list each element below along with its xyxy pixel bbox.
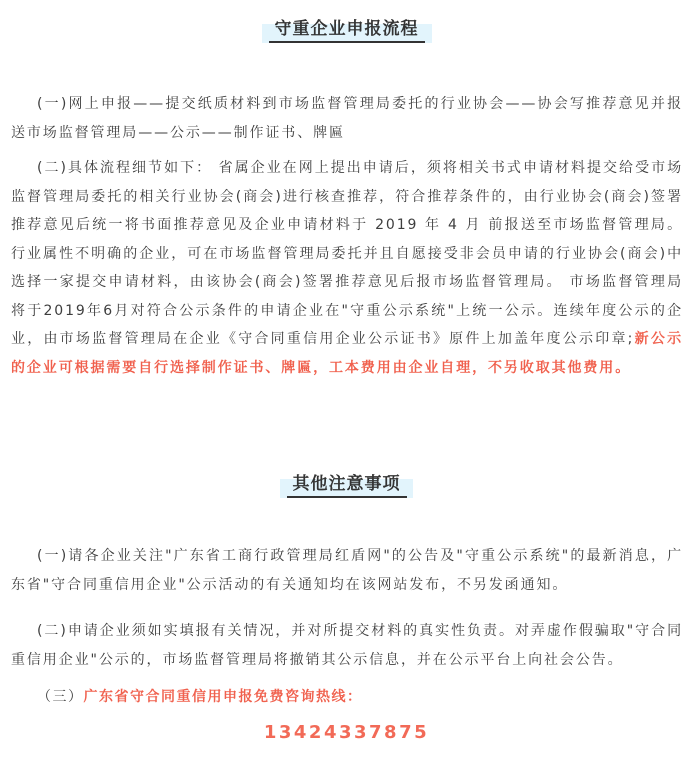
section-title-process: 守重企业申报流程: [269, 14, 425, 43]
notes-item-1-text: (一)请各企业关注"广东省工商行政管理局红盾网"的公告及"守重公示系统"的最新消息，广东省"守合同重信用企业"公示活动的有关通知均在该网站发布，不另发函通知。: [11, 548, 683, 593]
process-step-2-text: (二)具体流程细节如下： 省属企业在网上提出申请后，须将相关书式申请材料提交给受市场监督管理局委托的相关行业协会(商会)进行核查推荐，符合推荐条件的，由行业协会(商会)签署推荐意见后统一将书面推荐意见及企业申请材料于 2019 年 4 月 前报送至市场监督管理局。行业属性不明确的企业，可在市场监督管理局委托并且自愿接受非会员申请的行业协会(商会)中选择一家提交申请材料，由该协会(商会)签署推荐意见后报市场监督管理局。 市场监督管理局将于2019年6月对符合公示条件的申请企业在"守重公示系统"上统一公示。连续年度公示的企业，由市场监督管理局在企业《守合同重信用企业公示证书》原件上加盖年度公示印章;: [11, 160, 683, 347]
hotline-label: 广东省守合同重信用申报免费咨询热线：: [83, 689, 363, 705]
process-step-2-highlight: 新公示的企业可根据需要自行选择制作证书、牌匾，工本费用由企业自理，不另收取其他费用。: [11, 331, 683, 376]
section-title-notes: 其他注意事项: [287, 469, 407, 498]
notes-item-3-prefix: （三）: [37, 689, 84, 705]
process-step-1: [11, 90, 683, 147]
notes-item-3: [11, 683, 683, 712]
notes-item-2: [11, 617, 683, 674]
hotline-number: 13424337875: [263, 722, 430, 743]
section-heading-wrap: [0, 469, 693, 498]
notes-item-2-text: (二)申请企业须如实填报有关情况，并对所提交材料的真实性负责。对弄虚作假骗取"守合同重信用企业"公示的，市场监督管理局将撤销其公示信息，并在公示平台上向社会公告。: [11, 623, 683, 668]
section-heading-wrap: [0, 14, 693, 43]
notes-item-1: [11, 542, 683, 599]
process-step-1-text: (一)网上申报——提交纸质材料到市场监督管理局委托的行业协会——协会写推荐意见并报送市场监督管理局——公示——制作证书、牌匾: [11, 96, 683, 141]
process-step-2: [11, 154, 683, 382]
